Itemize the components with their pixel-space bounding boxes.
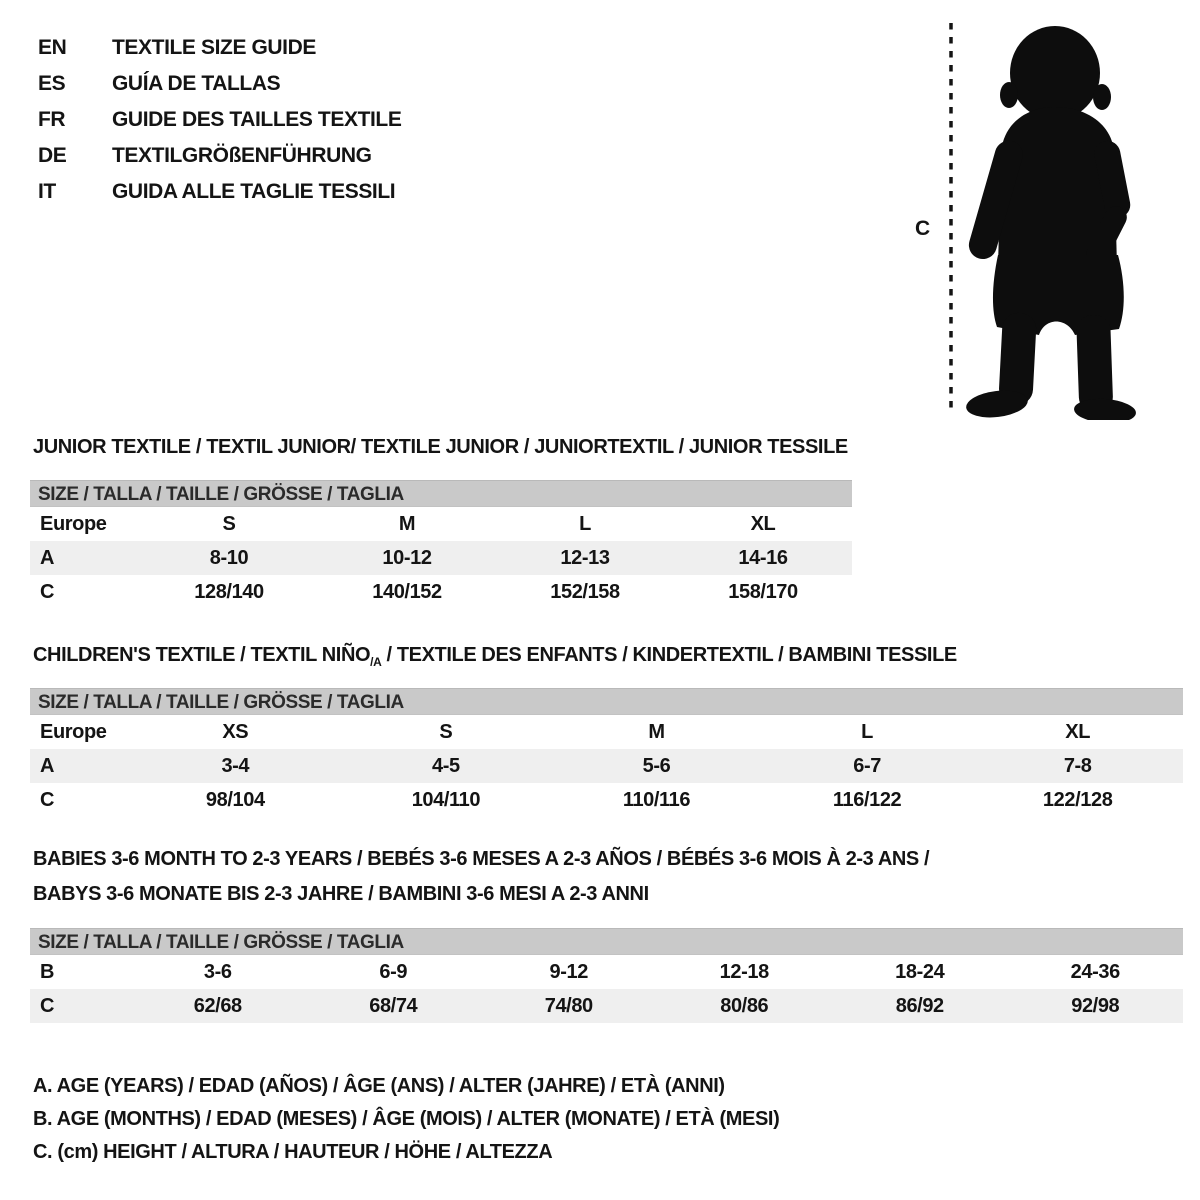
lang-code: FR bbox=[38, 108, 66, 131]
lang-code: IT bbox=[38, 180, 56, 203]
lang-row-fr bbox=[38, 102, 401, 138]
height-value: 74/80 bbox=[544, 995, 593, 1017]
age-value: 5-6 bbox=[642, 755, 671, 777]
height-value: 152/158 bbox=[550, 581, 620, 603]
lang-title: GUÍA DE TALLAS bbox=[112, 72, 281, 95]
age-months-value: 24-36 bbox=[1070, 961, 1120, 983]
junior-table bbox=[30, 480, 852, 609]
lang-title: GUIDE DES TAILLES TEXTILE bbox=[112, 108, 402, 131]
height-value: 92/98 bbox=[1071, 995, 1120, 1017]
row-label: A bbox=[40, 547, 55, 569]
age-value: 4-5 bbox=[432, 755, 460, 777]
junior-height-row bbox=[30, 575, 852, 609]
babies-section-title-line2: BABYS 3-6 MONATE BIS 2-3 JAHRE / BAMBINI 3-6 MESI A 2-3 ANNI bbox=[33, 883, 649, 905]
row-label: C bbox=[40, 995, 55, 1017]
size-col: XS bbox=[222, 721, 249, 743]
height-value: 140/152 bbox=[372, 581, 442, 603]
legend-block bbox=[33, 1070, 779, 1169]
lang-title: GUIDA ALLE TAGLIE TESSILI bbox=[112, 180, 396, 203]
region-label: Europe bbox=[40, 513, 107, 535]
height-value: 116/122 bbox=[832, 789, 902, 811]
size-col: L bbox=[861, 721, 873, 743]
children-height-row bbox=[30, 783, 1183, 817]
lang-row-de bbox=[38, 138, 401, 174]
height-measure-figure bbox=[905, 15, 1150, 420]
children-table bbox=[30, 688, 1183, 817]
lang-code: EN bbox=[38, 36, 67, 59]
children-size-header: SIZE / TALLA / TAILLE / GRÖSSE / TAGLIA bbox=[30, 688, 1183, 715]
height-value: 98/104 bbox=[205, 789, 265, 811]
size-col: L bbox=[579, 513, 591, 535]
age-value: 10-12 bbox=[382, 547, 432, 569]
height-value: 68/74 bbox=[369, 995, 418, 1017]
row-label: C bbox=[40, 789, 55, 811]
lang-row-it bbox=[38, 174, 401, 210]
measure-c-label: C bbox=[915, 217, 931, 240]
age-value: 12-13 bbox=[560, 547, 610, 569]
toddler-silhouette-icon bbox=[905, 15, 1150, 420]
age-value: 3-4 bbox=[221, 755, 250, 777]
size-col: XL bbox=[750, 513, 776, 535]
age-months-value: 3-6 bbox=[203, 961, 232, 983]
size-col: M bbox=[398, 513, 416, 535]
babies-table bbox=[30, 928, 1183, 1023]
legend-line-c: C. (cm) HEIGHT / ALTURA / HAUTEUR / HÖHE / ALTEZZA bbox=[33, 1141, 553, 1163]
row-label: C bbox=[40, 581, 55, 603]
age-months-value: 12-18 bbox=[719, 961, 769, 983]
children-title-sub: /A bbox=[370, 655, 382, 669]
lang-row-en bbox=[38, 30, 401, 66]
babies-section-title-line1: BABIES 3-6 MONTH TO 2-3 YEARS / BEBÉS 3-6 MESES A 2-3 AÑOS / BÉBÉS 3-6 MOIS À 2-3 ANS / bbox=[33, 848, 930, 870]
size-col: S bbox=[222, 513, 236, 535]
children-title-main: CHILDREN'S TEXTILE / TEXTIL NIÑO bbox=[33, 644, 371, 666]
children-section-title bbox=[33, 644, 957, 669]
row-label: B bbox=[40, 961, 55, 983]
age-value: 14-16 bbox=[738, 547, 788, 569]
height-value: 158/170 bbox=[728, 581, 798, 603]
age-value: 7-8 bbox=[1063, 755, 1092, 777]
lang-title: TEXTILE SIZE GUIDE bbox=[112, 36, 316, 59]
height-value: 122/128 bbox=[1042, 789, 1113, 811]
age-months-value: 18-24 bbox=[895, 961, 945, 983]
junior-size-header: SIZE / TALLA / TAILLE / GRÖSSE / TAGLIA bbox=[30, 480, 852, 507]
junior-age-row bbox=[30, 541, 852, 575]
children-column-header-row bbox=[30, 715, 1183, 749]
age-months-value: 9-12 bbox=[549, 961, 588, 983]
age-months-value: 6-9 bbox=[379, 961, 408, 983]
size-col: M bbox=[648, 721, 665, 743]
height-value: 104/110 bbox=[411, 789, 481, 811]
legend-line-b: B. AGE (MONTHS) / EDAD (MESES) / ÂGE (MOIS) / ALTER (MONATE) / ETÀ (MESI) bbox=[33, 1108, 780, 1130]
lang-title: TEXTILGRÖßENFÜHRUNG bbox=[112, 144, 372, 167]
size-col: XL bbox=[1065, 721, 1091, 743]
age-value: 8-10 bbox=[209, 547, 249, 569]
legend-line-a: A. AGE (YEARS) / EDAD (AÑOS) / ÂGE (ANS) / ALTER (JAHRE) / ETÀ (ANNI) bbox=[33, 1075, 725, 1097]
children-age-row bbox=[30, 749, 1183, 783]
region-label: Europe bbox=[40, 721, 107, 743]
size-col: S bbox=[439, 721, 453, 743]
lang-row-es bbox=[38, 66, 401, 102]
height-value: 86/92 bbox=[895, 995, 944, 1017]
row-label: A bbox=[40, 755, 55, 777]
lang-code: DE bbox=[38, 144, 67, 167]
height-value: 80/86 bbox=[720, 995, 769, 1017]
height-value: 128/140 bbox=[194, 581, 264, 603]
babies-age-row bbox=[30, 955, 1183, 989]
babies-height-row bbox=[30, 989, 1183, 1023]
height-value: 110/116 bbox=[622, 789, 691, 811]
babies-size-header: SIZE / TALLA / TAILLE / GRÖSSE / TAGLIA bbox=[30, 928, 1183, 955]
language-title-block bbox=[38, 30, 401, 210]
junior-section-title: JUNIOR TEXTILE / TEXTIL JUNIOR/ TEXTILE JUNIOR / JUNIORTEXTIL / JUNIOR TESSILE bbox=[33, 436, 848, 458]
children-title-rest: / TEXTILE DES ENFANTS / KINDERTEXTIL / BAMBINI TESSILE bbox=[381, 644, 957, 666]
lang-code: ES bbox=[38, 72, 66, 95]
height-value: 62/68 bbox=[193, 995, 242, 1017]
age-value: 6-7 bbox=[853, 755, 881, 777]
junior-column-header-row bbox=[30, 507, 852, 541]
